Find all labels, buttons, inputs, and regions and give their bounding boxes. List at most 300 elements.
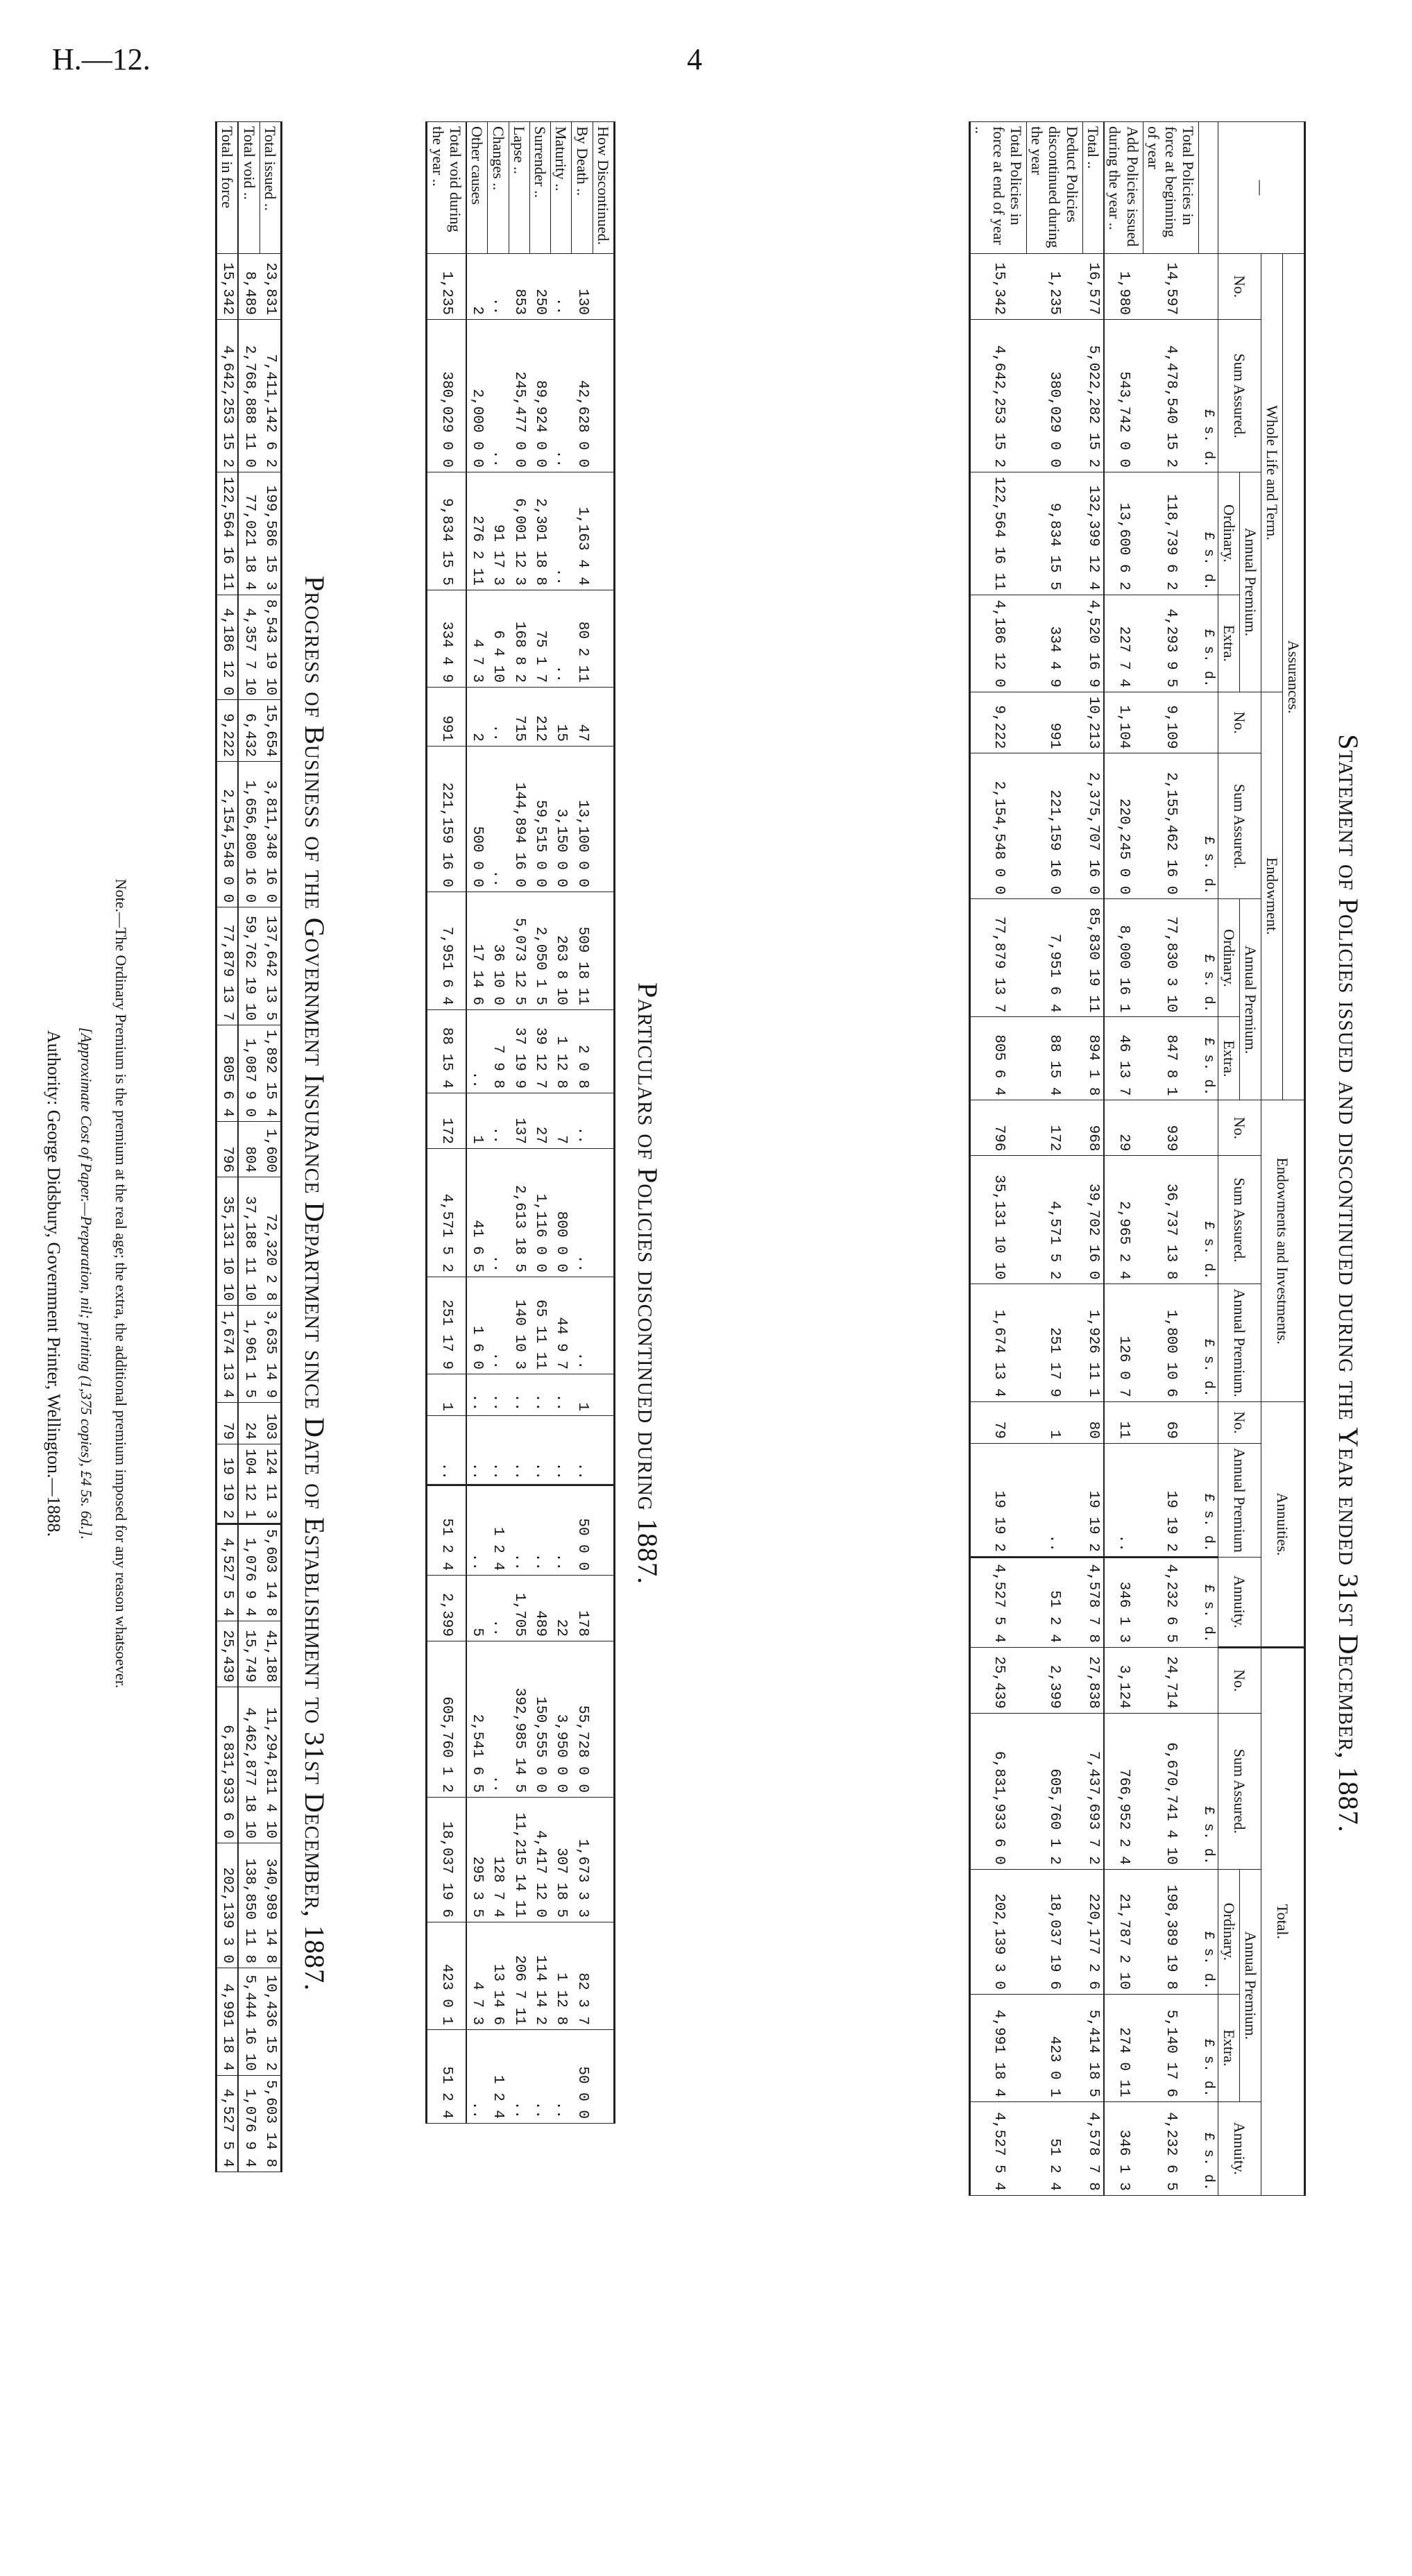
- table-cell: 2,541 6 5: [466, 1641, 488, 1798]
- table-cell: 10,213: [1082, 692, 1104, 753]
- statement-title: Statement of Policies issued and discontinued during the Year ended 31st December, 1887.: [1333, 734, 1364, 1833]
- table-cell: 5,414 18 5: [1082, 1994, 1104, 2101]
- table-cell: 392,985 14 5: [509, 1641, 529, 1798]
- table-cell: 543,742 0 0: [1104, 320, 1143, 472]
- table-cell: 2,050 1 5: [529, 892, 550, 1010]
- table-cell: 2: [466, 688, 488, 747]
- table-cell: 2,154,548 0 0: [969, 753, 1026, 899]
- row-label: Add Policies issued during the year ..: [1104, 122, 1143, 254]
- table-cell: 7,437,693 7 2: [1082, 1713, 1104, 1869]
- table-cell: 715: [509, 688, 529, 747]
- table-cell: 13,100 0 0: [572, 747, 593, 892]
- endowment-header: Endowment.: [1261, 692, 1283, 1100]
- table-cell: 939: [1143, 1100, 1199, 1156]
- table-cell: ..: [551, 254, 572, 320]
- table-cell: 1,235: [1026, 254, 1082, 320]
- table-cell: 4,578 7 8: [1082, 1557, 1104, 1647]
- table-cell: 4,527 5 4: [216, 2075, 239, 2172]
- table-cell: 65 11 11: [529, 1277, 550, 1374]
- table-cell: 51 2 4: [1026, 1557, 1082, 1647]
- table-cell: 37,188 11 10: [238, 1177, 260, 1306]
- table-cell: 423 0 1: [427, 1922, 466, 2030]
- table-cell: 122,564 16 11: [216, 472, 239, 595]
- table-cell: 122,564 16 11: [969, 472, 1026, 595]
- table-cell: 41 6 5: [466, 1149, 488, 1277]
- table-cell: ..: [551, 1485, 572, 1576]
- table-cell: 4,186 12 0: [216, 595, 239, 700]
- table-cell: 380,029 0 0: [1026, 320, 1082, 472]
- row-label: Total ..: [1082, 122, 1104, 254]
- table-cell: 126 0 7: [1104, 1284, 1143, 1401]
- table-cell: ..: [529, 1374, 550, 1416]
- table-cell: 9,834 15 5: [427, 472, 466, 590]
- endowments-investments-header: Endowments and Investments.: [1261, 1100, 1305, 1401]
- table-cell: 1,674 13 4: [216, 1306, 239, 1403]
- table-cell: 2,965 2 4: [1104, 1156, 1143, 1284]
- table-cell: 4,462,877 18 10: [238, 1687, 260, 1843]
- table-cell: 6,432: [238, 700, 260, 762]
- how-discontinued-row: [593, 122, 614, 2124]
- table-cell: 88 15 4: [427, 1010, 466, 1093]
- table-cell: 1,163 4 4: [572, 472, 593, 590]
- table-cell: 4,232 6 5: [1143, 1557, 1199, 1647]
- table-cell: 2,399: [427, 1576, 466, 1641]
- table-cell: ..: [466, 1010, 488, 1093]
- units-row: [1199, 122, 1218, 2196]
- table-cell: 77,879 13 7: [216, 907, 239, 1025]
- table-cell: 796: [216, 1122, 239, 1177]
- table-cell: 4,186 12 0: [969, 595, 1026, 692]
- table-cell: 4,991 18 4: [969, 1994, 1026, 2101]
- table-cell: ..: [1026, 1443, 1082, 1557]
- table-cell: 346 1 3: [1104, 1557, 1143, 1647]
- table-cell: ..: [488, 688, 509, 747]
- whole-life-extra-header: Extra.: [1218, 595, 1240, 692]
- table-cell: 8,000 16 1: [1104, 899, 1143, 1017]
- endow-inv-annual-premium-header: Annual Premium.: [1218, 1284, 1261, 1401]
- progress-title: Progress of Business of the Government Insurance Department since Date of Establishment to 31st December, 1887.: [299, 576, 330, 1991]
- row-label: Total issued ..: [260, 122, 281, 254]
- table-cell: 1: [466, 1093, 488, 1149]
- table-cell: 6,001 12 3: [509, 472, 529, 590]
- row-label: Lapse ..: [509, 122, 529, 254]
- table-cell: ..: [551, 1374, 572, 1416]
- table-cell: ..: [572, 1416, 593, 1485]
- total-sum-assured-header: Sum Assured.: [1218, 1713, 1261, 1869]
- table-cell: ..: [466, 1374, 488, 1416]
- particulars-table: [425, 121, 615, 2124]
- table-cell: 35,131 10 10: [969, 1156, 1026, 1284]
- table-cell: 103: [260, 1403, 281, 1444]
- table-cell: ..: [488, 747, 509, 892]
- table-cell: 14,597: [1143, 254, 1199, 320]
- table-cell: 6,670,741 4 10: [1143, 1713, 1199, 1869]
- units-label: £ s. d.: [1199, 1713, 1218, 1869]
- table-cell: 5: [466, 1576, 488, 1641]
- units-label: £ s. d.: [1199, 1557, 1218, 1647]
- table-cell: 80 2 11: [572, 590, 593, 688]
- table-cell: ..: [551, 590, 572, 688]
- units-label: £ s. d.: [1199, 1994, 1218, 2101]
- endowment-no-header: No.: [1218, 692, 1261, 753]
- table-cell: 202,139 3 0: [969, 1869, 1026, 1994]
- table-cell: 77,879 13 7: [969, 899, 1026, 1017]
- table-cell: 500 0 0: [466, 747, 488, 892]
- table-cell: 114 14 2: [529, 1922, 550, 2030]
- table-cell: 79: [969, 1401, 1026, 1443]
- table-cell: 1,600: [260, 1122, 281, 1177]
- table-cell: 47: [572, 688, 593, 747]
- table-cell: 25,439: [216, 1621, 239, 1687]
- table-cell: 27,838: [1082, 1647, 1104, 1713]
- table-cell: 1,705: [509, 1576, 529, 1641]
- statement-row: [969, 122, 1026, 2196]
- total-annual-premium-header: Annual Premium.: [1240, 1869, 1261, 2101]
- table-cell: 5,073 12 5: [509, 892, 529, 1010]
- table-cell: 489: [529, 1576, 550, 1641]
- table-cell: 11,294,811 4 10: [260, 1687, 281, 1843]
- table-cell: 7 9 8: [488, 1010, 509, 1093]
- table-cell: 1,076 9 4: [238, 2075, 260, 2172]
- table-cell: 75 1 7: [529, 590, 550, 688]
- table-cell: ..: [509, 1485, 529, 1576]
- table-cell: 1 6 0: [466, 1277, 488, 1374]
- table-cell: 39,702 16 0: [1082, 1156, 1104, 1284]
- table-cell: 340,989 14 8: [260, 1843, 281, 1968]
- table-cell: 15,342: [969, 254, 1026, 320]
- table-cell: ..: [466, 1416, 488, 1485]
- table-cell: 37 19 9: [509, 1010, 529, 1093]
- table-cell: 15,342: [216, 254, 239, 320]
- table-cell: 4,527 5 4: [969, 1557, 1026, 1647]
- table-cell: 7,411,142 6 2: [260, 320, 281, 472]
- table-cell: 1,076 9 4: [238, 1524, 260, 1621]
- row-label: Total in force: [216, 122, 239, 254]
- table-cell: 11,215 14 11: [509, 1798, 529, 1922]
- table-cell: ..: [488, 1374, 509, 1416]
- progress-row: [260, 122, 281, 2172]
- table-cell: 29: [1104, 1100, 1143, 1156]
- table-cell: 36 10 0: [488, 892, 509, 1010]
- table-cell: 21,787 2 10: [1104, 1869, 1143, 1994]
- table-cell: 3,811,348 16 0: [260, 762, 281, 907]
- table-cell: 4,571 5 2: [1026, 1156, 1082, 1284]
- table-cell: 178: [572, 1576, 593, 1641]
- table-cell: 4,293 9 5: [1143, 595, 1199, 692]
- row-label: Deduct Policies discontinued during the year: [1026, 122, 1082, 254]
- table-cell: ..: [572, 1277, 593, 1374]
- table-cell: 1: [1026, 1401, 1082, 1443]
- table-cell: ..: [551, 472, 572, 590]
- table-cell: 50 0 0: [572, 2030, 593, 2124]
- table-cell: 9,222: [216, 700, 239, 762]
- table-cell: 263 8 10: [551, 892, 572, 1010]
- endowment-sum-assured-header: Sum Assured.: [1218, 753, 1261, 899]
- annuities-annual-premium-header: Annual Premium: [1218, 1443, 1261, 1557]
- units-blank: [1199, 254, 1218, 320]
- progress-row: [238, 122, 260, 2172]
- table-cell: ..: [529, 2030, 550, 2124]
- table-cell: 4,357 7 10: [238, 595, 260, 700]
- table-cell: 1,961 1 5: [238, 1306, 260, 1403]
- table-cell: 5,603 14 8: [260, 2075, 281, 2172]
- table-cell: 212: [529, 688, 550, 747]
- table-cell: ..: [509, 1416, 529, 1485]
- table-cell: 2,155,462 16 0: [1143, 753, 1199, 899]
- units-label: £ s. d.: [1199, 472, 1218, 595]
- table-cell: ..: [551, 2030, 572, 2124]
- table-cell: 4,991 18 4: [216, 1968, 239, 2075]
- table-cell: 4,232 6 5: [1143, 2101, 1199, 2195]
- table-cell: 1,235: [427, 254, 466, 320]
- table-cell: 51 2 4: [1026, 2101, 1082, 2195]
- table-cell: 968: [1082, 1100, 1104, 1156]
- table-cell: 85,830 19 11: [1082, 899, 1104, 1017]
- table-cell: 4,578 7 8: [1082, 2101, 1104, 2195]
- table-cell: 1,087 9 0: [238, 1025, 260, 1122]
- table-cell: 79: [216, 1403, 239, 1444]
- table-cell: 59,515 0 0: [529, 747, 550, 892]
- statement-row: [1104, 122, 1143, 2196]
- table-cell: 276 2 11: [466, 472, 488, 590]
- table-cell: 5,140 17 6: [1143, 1994, 1199, 2101]
- table-cell: 334 4 9: [427, 590, 466, 688]
- table-cell: 15: [551, 688, 572, 747]
- table-cell: 250: [529, 254, 550, 320]
- table-cell: 6 4 10: [488, 590, 509, 688]
- cost-note: [Approximate Cost of Paper.—Preparation, nil; printing (1,375 copies), £4 5s. 6d.].: [78, 1027, 95, 1540]
- row-label: Changes ..: [488, 122, 509, 254]
- table-cell: 245,477 0 0: [509, 320, 529, 472]
- table-cell: 796: [969, 1100, 1026, 1156]
- table-cell: 1,674 13 4: [969, 1284, 1026, 1401]
- table-cell: ..: [551, 320, 572, 472]
- table-cell: 46 13 7: [1104, 1017, 1143, 1100]
- table-cell: 19 19 2: [969, 1443, 1026, 1557]
- units-label: £ s. d.: [1199, 1284, 1218, 1401]
- table-cell: 307 18 5: [551, 1798, 572, 1922]
- table-cell: 1 12 8: [551, 1010, 572, 1093]
- table-cell: 1,656,800 16 0: [238, 762, 260, 907]
- table-cell: ..: [529, 1485, 550, 1576]
- table-cell: 1 12 8: [551, 1922, 572, 2030]
- table-cell: ..: [509, 2030, 529, 2124]
- units-blank: [1199, 1100, 1218, 1156]
- table-cell: 13,600 6 2: [1104, 472, 1143, 595]
- statement-row: [1143, 122, 1199, 2196]
- row-label: Total void during the year ..: [427, 122, 466, 254]
- table-cell: 198,389 19 8: [1143, 1869, 1199, 1994]
- statement-row: [1026, 122, 1082, 2196]
- units-label: £ s. d.: [1199, 899, 1218, 1017]
- table-cell: 35,131 10 10: [216, 1177, 239, 1306]
- table-cell: 77,021 18 4: [238, 472, 260, 595]
- table-cell: 4,520 16 9: [1082, 595, 1104, 692]
- footnote: Note.—The Ordinary Premium is the premium at the real age; the extra, the additional premium imposed for any reason whatsoever.: [112, 878, 130, 1689]
- table-cell: 51 2 4: [427, 2030, 466, 2124]
- table-cell: 4,417 12 0: [529, 1798, 550, 1922]
- table-cell: 1,673 3 3: [572, 1798, 593, 1922]
- corner-cell: —: [1218, 122, 1305, 254]
- authority-line: Authority: George Didsbury, Government Printer, Wellington.—1888.: [44, 1030, 64, 1537]
- table-cell: 39 12 7: [529, 1010, 550, 1093]
- table-cell: 144,894 16 0: [509, 747, 529, 892]
- table-cell: 1 2 4: [488, 2030, 509, 2124]
- table-cell: 15,654: [260, 700, 281, 762]
- table-cell: 251 17 9: [1026, 1284, 1082, 1401]
- table-cell: 202,139 3 0: [216, 1843, 239, 1968]
- table-cell: 274 0 11: [1104, 1994, 1143, 2101]
- table-cell: 88 15 4: [1026, 1017, 1082, 1100]
- table-cell: 1: [572, 1374, 593, 1416]
- table-cell: 805 6 4: [969, 1017, 1026, 1100]
- units-label: £ s. d.: [1199, 320, 1218, 472]
- endow-inv-sum-assured-header: Sum Assured.: [1218, 1156, 1261, 1284]
- row-label: Maturity ..: [551, 122, 572, 254]
- total-no-header: No.: [1218, 1647, 1261, 1713]
- table-cell: 22: [551, 1576, 572, 1641]
- table-cell: 91 17 3: [488, 472, 509, 590]
- table-cell: 138,850 11 8: [238, 1843, 260, 1968]
- assurances-header: Assurances.: [1283, 254, 1305, 1100]
- table-cell: 4 7 3: [466, 590, 488, 688]
- table-cell: 6,831,933 6 0: [216, 1687, 239, 1843]
- table-cell: 2,301 18 8: [529, 472, 550, 590]
- table-cell: 1,980: [1104, 254, 1143, 320]
- table-cell: 41,188: [260, 1621, 281, 1687]
- table-cell: 5,603 14 8: [260, 1524, 281, 1621]
- table-cell: 104 12 1: [238, 1444, 260, 1524]
- table-cell: ..: [466, 2030, 488, 2124]
- whole-life-no-header: No.: [1218, 254, 1261, 320]
- table-cell: 423 0 1: [1026, 1994, 1082, 2101]
- table-cell: 42,628 0 0: [572, 320, 593, 472]
- table-cell: ..: [466, 1485, 488, 1576]
- discontinued-row: [529, 122, 550, 2124]
- units-label: £ s. d.: [1199, 1156, 1218, 1284]
- row-label: By Death ..: [572, 122, 593, 254]
- row-label: Other causes: [466, 122, 488, 254]
- table-cell: 8,489: [238, 254, 260, 320]
- table-cell: 1,926 11 1: [1082, 1284, 1104, 1401]
- whole-life-annual-premium-header: Annual Premium.: [1240, 472, 1261, 692]
- table-cell: 72,320 2 8: [260, 1177, 281, 1306]
- table-cell: 8,543 19 10: [260, 595, 281, 700]
- table-cell: 50 0 0: [572, 1485, 593, 1576]
- table-cell: 2,399: [1026, 1647, 1082, 1713]
- endowment-ordinary-header: Ordinary.: [1218, 899, 1240, 1017]
- table-cell: 172: [1026, 1100, 1082, 1156]
- table-cell: 334 4 9: [1026, 595, 1082, 692]
- table-cell: ..: [488, 320, 509, 472]
- table-cell: 130: [572, 254, 593, 320]
- table-cell: 23,831: [260, 254, 281, 320]
- page-number: 4: [687, 42, 702, 76]
- table-cell: 124 11 3: [260, 1444, 281, 1524]
- table-cell: 227 7 4: [1104, 595, 1143, 692]
- table-cell: 847 8 1: [1143, 1017, 1199, 1100]
- table-cell: 295 3 5: [466, 1798, 488, 1922]
- table-cell: ..: [488, 1149, 509, 1277]
- table-cell: ..: [572, 1093, 593, 1149]
- table-cell: 346 1 3: [1104, 2101, 1143, 2195]
- table-cell: 3,124: [1104, 1647, 1143, 1713]
- table-cell: 19 19 2: [1082, 1443, 1104, 1557]
- table-cell: 4,642,253 15 2: [969, 320, 1026, 472]
- table-cell: 605,760 1 2: [1026, 1713, 1082, 1869]
- table-cell: 16,577: [1082, 254, 1104, 320]
- table-cell: 605,760 1 2: [427, 1641, 466, 1798]
- table-cell: 18,037 19 6: [1026, 1869, 1082, 1994]
- table-cell: 55,728 0 0: [572, 1641, 593, 1798]
- discontinued-row: [509, 122, 529, 2124]
- table-cell: 2,613 18 5: [509, 1149, 529, 1277]
- table-cell: 172: [427, 1093, 466, 1149]
- table-cell: 17 14 6: [466, 892, 488, 1010]
- table-cell: 2,000 0 0: [466, 320, 488, 472]
- table-cell: 509 18 11: [572, 892, 593, 1010]
- table-cell: 150,555 0 0: [529, 1641, 550, 1798]
- table-cell: 2 0 8: [572, 1010, 593, 1093]
- table-cell: 82 3 7: [572, 1922, 593, 2030]
- table-cell: 766,952 2 4: [1104, 1713, 1143, 1869]
- table-cell: 220,245 0 0: [1104, 753, 1143, 899]
- table-cell: 251 17 9: [427, 1277, 466, 1374]
- table-cell: ..: [488, 1277, 509, 1374]
- total-ordinary-header: Ordinary.: [1218, 1869, 1240, 1994]
- how-discontinued-label: How Discontinued.: [593, 122, 614, 254]
- table-cell: ..: [488, 1416, 509, 1485]
- table-cell: 2,375,707 16 0: [1082, 753, 1104, 899]
- table-cell: 168 8 2: [509, 590, 529, 688]
- table-cell: 5,444 16 10: [238, 1968, 260, 2075]
- table-cell: 4,527 5 4: [216, 1524, 239, 1621]
- table-cell: 3,635 14 9: [260, 1306, 281, 1403]
- units-label: £ s. d.: [1199, 595, 1218, 692]
- row-label: Total void ..: [238, 122, 260, 254]
- table-cell: 991: [1026, 692, 1082, 753]
- row-label: Total Policies in force at beginning of year: [1143, 122, 1199, 254]
- table-cell: 4,527 5 4: [969, 2101, 1026, 2195]
- table-cell: 894 1 8: [1082, 1017, 1104, 1100]
- table-cell: 19 19 2: [216, 1444, 239, 1524]
- units-label: £ s. d.: [1199, 1869, 1218, 1994]
- table-cell: 221,159 16 0: [1026, 753, 1082, 899]
- units-blank: [1199, 1401, 1218, 1443]
- whole-life-header: Whole Life and Term.: [1261, 254, 1283, 692]
- table-cell: 380,029 0 0: [427, 320, 466, 472]
- endowment-extra-header: Extra.: [1218, 1017, 1240, 1100]
- table-cell: 221,159 16 0: [427, 747, 466, 892]
- table-cell: 6,831,933 6 0: [969, 1713, 1026, 1869]
- total-annuity-header: Annuity.: [1218, 2101, 1261, 2195]
- table-cell: ..: [427, 1416, 466, 1485]
- particulars-title: Particulars of Policies discontinued during 1887.: [632, 982, 663, 1585]
- table-cell: 80: [1082, 1401, 1104, 1443]
- table-cell: ..: [509, 1374, 529, 1416]
- discontinued-row: [572, 122, 593, 2124]
- table-cell: 89,924 0 0: [529, 320, 550, 472]
- whole-life-ordinary-header: Ordinary.: [1218, 472, 1240, 595]
- table-cell: ..: [488, 1576, 509, 1641]
- table-cell: 77,830 3 10: [1143, 899, 1199, 1017]
- table-cell: 3,150 0 0: [551, 747, 572, 892]
- table-cell: 140 10 3: [509, 1277, 529, 1374]
- table-cell: 11: [1104, 1401, 1143, 1443]
- table-cell: 1,800 10 6: [1143, 1284, 1199, 1401]
- annuities-no-header: No.: [1218, 1401, 1261, 1443]
- table-cell: ..: [551, 1416, 572, 1485]
